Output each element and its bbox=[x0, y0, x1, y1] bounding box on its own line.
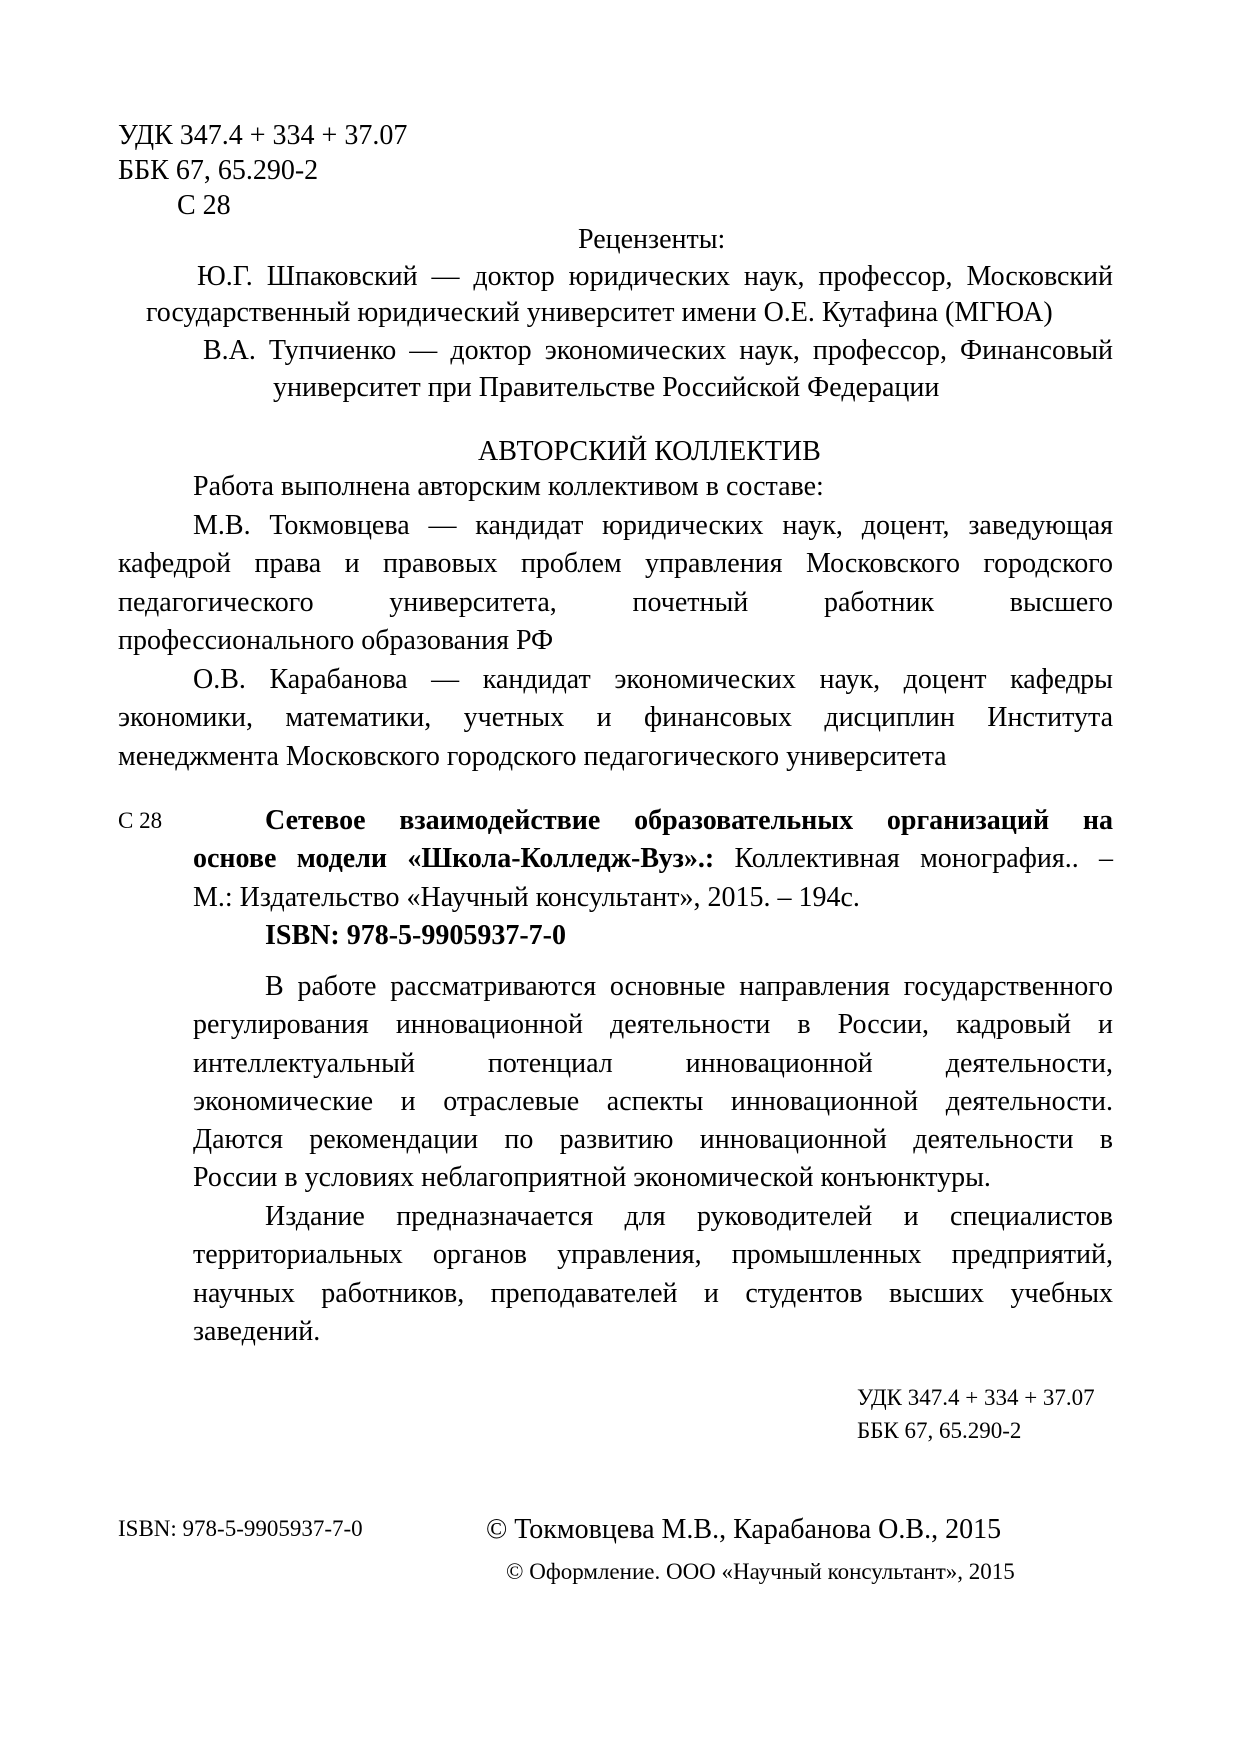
book-type: Коллективная монография.. – bbox=[714, 843, 1114, 875]
footer-isbn: ISBN: 978-5-9905937-7-0 bbox=[118, 1516, 363, 1541]
author-1-line-4: профессионального образования РФ bbox=[118, 624, 554, 656]
copyright-authors: © Токмовцева М.В., Карабанова О.В., 2015 bbox=[486, 1514, 1002, 1545]
author-mark: С 28 bbox=[177, 190, 231, 221]
abstract-p1-line-3: интеллектуальный потенциал инновационной деятельности, bbox=[193, 1047, 1113, 1079]
footer-udk: УДК 347.4 + 334 + 37.07 bbox=[857, 1385, 1095, 1410]
author-1-line-1: М.В. Токмовцева — кандидат юридических наук, доцент, заведующая bbox=[193, 510, 1113, 541]
bibliography-code: С 28 bbox=[118, 808, 163, 833]
reviewer-1-line-2: государственный юридический университет имени О.Е. Кутафина (МГЮА) bbox=[146, 297, 1053, 328]
book-title-line-2 bbox=[193, 840, 1113, 878]
udk-code: УДК 347.4 + 334 + 37.07 bbox=[118, 120, 408, 151]
book-title-line-1: Сетевое взаимодействие образовательных организаций на bbox=[265, 805, 1113, 836]
abstract-paragraph-1 bbox=[193, 968, 1113, 1198]
author-2-line-2: экономики, математики, учетных и финансовых дисциплин Института bbox=[118, 702, 1113, 734]
abstract-p1-line-1: В работе рассматриваются основные направления государственного bbox=[265, 971, 1113, 1002]
abstract-p1-line-2: регулирования инновационной деятельности в России, кадровый и bbox=[193, 1009, 1113, 1041]
author-1-block bbox=[118, 507, 1113, 660]
abstract-p1-line-5: Даются рекомендации по развитию инновационной деятельности в bbox=[193, 1124, 1113, 1156]
abstract-paragraph-2 bbox=[193, 1198, 1113, 1351]
author-2-line-1: О.В. Карабанова — кандидат экономических наук, доцент кафедры bbox=[193, 664, 1113, 695]
abstract-p2-line-3: научных работников, преподавателей и студентов высших учебных bbox=[193, 1277, 1113, 1309]
reviewer-1-line-1: Ю.Г. Шпаковский — доктор юридических наук, профессор, Московский bbox=[197, 261, 1113, 292]
abstract-p1-line-6: России в условиях неблагоприятной экономической конъюнктуры. bbox=[193, 1162, 991, 1194]
abstract-p2-line-1: Издание предназначается для руководителей и специалистов bbox=[265, 1201, 1113, 1232]
authors-intro: Работа выполнена авторским коллективом в составе: bbox=[193, 471, 824, 502]
authors-title: АВТОРСКИЙ КОЛЛЕКТИВ bbox=[478, 436, 821, 467]
author-2-line-3: менеджмента Московского городского педагогического университета bbox=[118, 740, 947, 772]
footer-bbk: ББК 67, 65.290-2 bbox=[857, 1418, 1022, 1443]
author-2-block bbox=[118, 661, 1113, 776]
bibliography-block bbox=[193, 802, 1113, 955]
bbk-code: ББК 67, 65.290-2 bbox=[118, 155, 319, 186]
reviewer-2-line-2: университет при Правительстве Российской Федерации bbox=[273, 372, 940, 403]
author-1-line-2: кафедрой права и правовых проблем управления Московского городского bbox=[118, 548, 1113, 580]
reviewer-2-line-1: В.А. Тупчиенко — доктор экономических наук, профессор, Финансовый bbox=[203, 335, 1113, 366]
abstract-p1-line-4: экономические и отраслевые аспекты инновационной деятельности. bbox=[193, 1085, 1113, 1117]
copyright-design: © Оформление. ООО «Научный консультант», 2015 bbox=[506, 1559, 1015, 1584]
abstract-p2-line-4: заведений. bbox=[193, 1315, 321, 1347]
book-isbn: ISBN: 978-5-9905937-7-0 bbox=[265, 919, 566, 951]
book-title-bold: основе модели «Школа-Колледж-Вуз».: bbox=[193, 843, 715, 875]
reviewers-title: Рецензенты: bbox=[578, 224, 726, 255]
abstract-p2-line-2: территориальных органов управления, промышленных предприятий, bbox=[193, 1239, 1113, 1271]
publisher-line: М.: Издательство «Научный консультант», 2015. – 194с. bbox=[193, 881, 860, 913]
author-1-line-3: педагогического университета, почетный работник высшего bbox=[118, 586, 1113, 618]
